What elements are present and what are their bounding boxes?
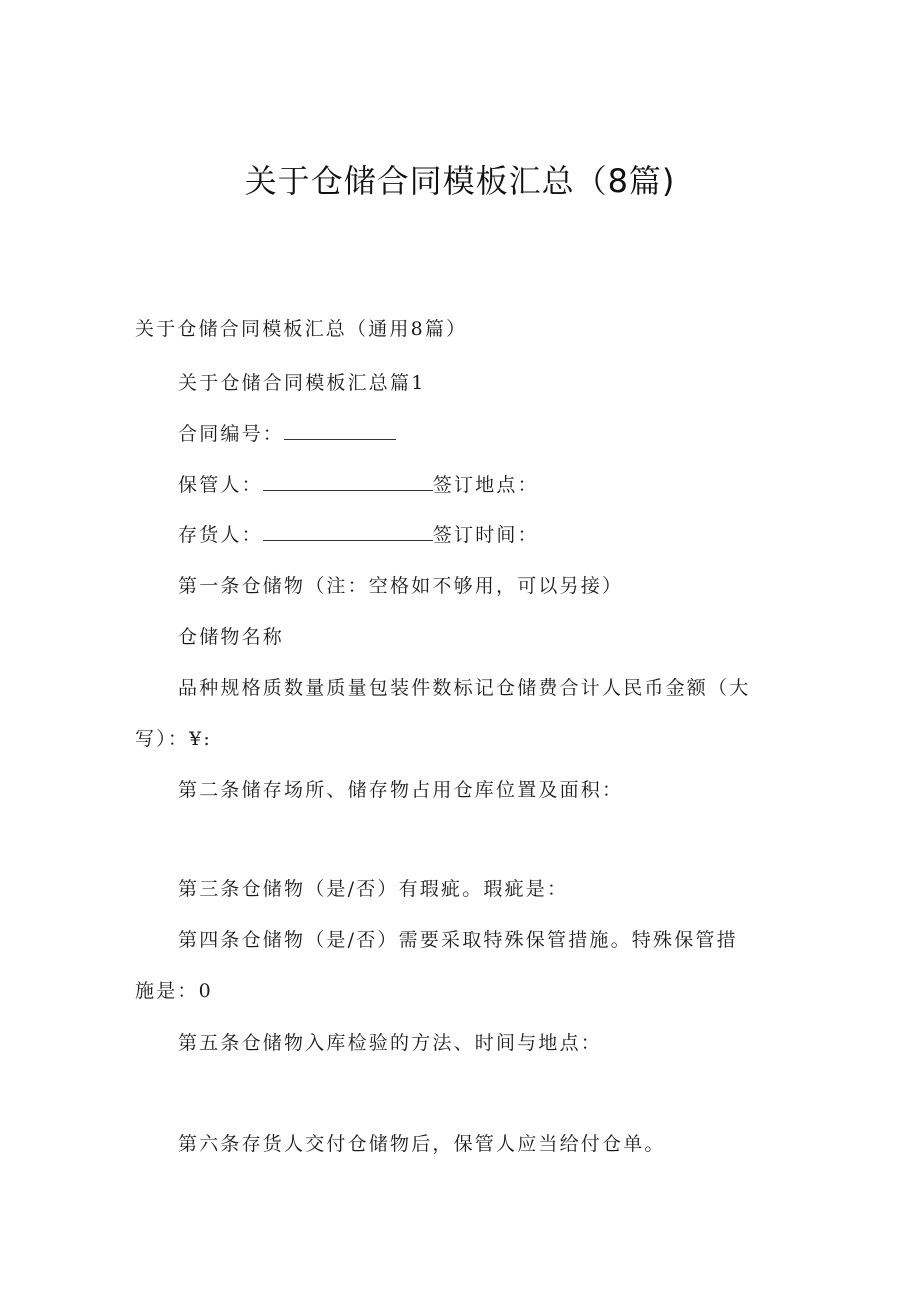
article-2: 第二条储存场所、储存物占用仓库位置及面积： [178,779,624,801]
depositor-blank [263,526,433,541]
sign-time-label: 签订时间： [432,524,539,546]
document-title: 关于仓储合同模板汇总（8篇) [244,162,676,200]
article-6: 第六条存货人交付仓储物后，保管人应当给付仓单。 [178,1133,666,1155]
depositor-row [178,520,539,547]
goods-fields-line-1: 品种规格质数量质量包装件数标记仓储费合计人民币金额（大 [178,677,751,699]
contract-number-label: 合同编号： [178,423,285,445]
depositor-label: 存货人： [178,524,263,546]
sign-place-label: 签订地点： [432,474,539,496]
section-heading: 关于仓储合同模板汇总篇1 [178,372,426,394]
article-5: 第五条仓储物入库检验的方法、时间与地点： [178,1032,603,1054]
keeper-label: 保管人： [178,474,263,496]
article-3: 第三条仓储物（是/否）有瑕疵。瑕疵是： [178,878,569,900]
article-1: 第一条仓储物（注：空格如不够用，可以另接） [178,575,624,597]
contract-number-blank [284,425,396,440]
contract-number-row [178,419,396,446]
keeper-blank [263,476,433,491]
goods-fields-line-2: 写）：¥: [135,728,212,750]
article-4-line-1: 第四条仓储物（是/否）需要采取特殊保管措施。特殊保管措 [178,929,738,951]
article-4-line-2: 施是：0 [135,980,213,1002]
keeper-row [178,470,539,497]
document-subtitle: 关于仓储合同模板汇总（通用8篇） [135,318,468,340]
goods-name-label: 仓储物名称 [178,626,285,648]
